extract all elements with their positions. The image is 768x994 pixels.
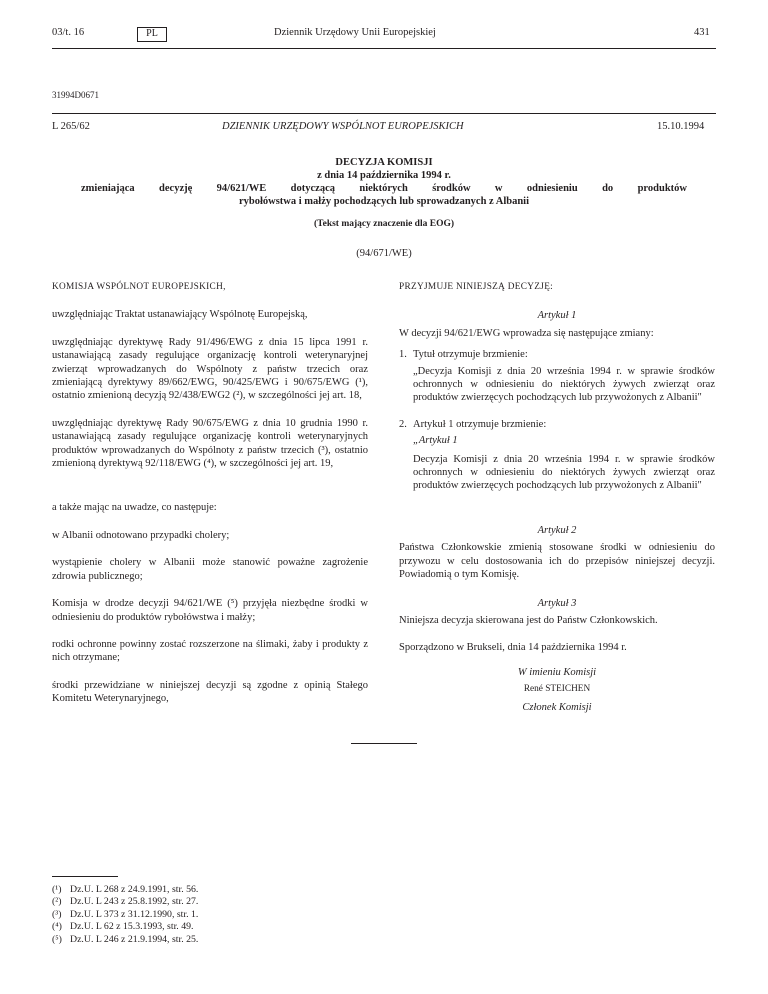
article-3-text: Niniejsza decyzja skierowana jest do Państw Członkowskich. <box>399 614 658 626</box>
issue-number: 03/t. 16 <box>52 27 85 38</box>
amendment-item-2 <box>399 418 715 431</box>
article-2-text: Państwa Członkowskie zmienią stosowane środki w odniesieniu do przywozu w celu dostosowania ich do przepisów niniejszej decyzji. Powiadomią o tym Komisję. <box>399 542 715 581</box>
recital-decision-94-621: Komisja w drodze decyzji 94/621/WE (⁵) przyjęła niezbędne środki w odniesieniu do produktów rybołówstwa i małży; <box>52 598 368 623</box>
article-1-heading: Artykuł 1 <box>537 310 577 322</box>
footnote-3: (³) Dz.U. L 373 z 31.12.1990, str. 1. <box>52 908 199 920</box>
signatory-name: René STEICHEN <box>523 684 591 695</box>
article-3-heading: Artykuł 3 <box>537 597 577 609</box>
footnote-4: (⁴) Dz.U. L 62 z 15.3.1993, str. 49. <box>52 921 194 933</box>
eea-relevance: (Tekst mający znaczenie dla EOG) <box>313 219 455 229</box>
commission-heading: KOMISJA WSPÓLNOT EUROPEJSKICH, <box>52 282 226 292</box>
title-line-1: DECYZJA KOMISJI <box>335 157 433 168</box>
document-title <box>52 156 716 208</box>
oj-date: 15.10.1994 <box>657 121 705 132</box>
decides-heading: PRZYJMUJE NINIEJSZĄ DECYZJĘ: <box>399 282 554 292</box>
footnotes <box>52 884 368 946</box>
article-1-intro: W decyzji 94/621/EWG wprowadza się następujące zmiany: <box>399 327 654 339</box>
recital-directive-90-675: uwzględniając dyrektywę Rady 90/675/EWG z dnia 10 grudnia 1990 r. ustanawiającą zasady regulujące organizację kontroli weterynaryjnych produktów wprowadzanych do Wspólnoty z państw trzecich (³), ostatnio zmienioną dyrektywą 92/118/EWG (⁴), w szczególności jej art. 19, <box>52 417 368 470</box>
item-1-label: 1. <box>399 349 407 361</box>
recital-extension: rodki ochronne powinny zostać rozszerzone na ślimaki, żaby i produkty z nich otrzymane; <box>52 638 368 664</box>
oj-reference: L 265/62 <box>52 121 90 132</box>
recital-whereas: a także mając na uwadze, co następuje: <box>52 502 217 514</box>
item-2-quote: Decyzja Komisji z dnia 20 września 1994 r. w sprawie środków ochronnych w odniesieniu do niektórych żywych zwierząt oraz produktów zwierzęcych pochodzących lub przywożonych z Albanii" <box>413 453 715 492</box>
oj-journal-title: DZIENNIK URZĘDOWY WSPÓLNOT EUROPEJSKICH <box>222 121 464 132</box>
footnote-1: (¹) Dz.U. L 268 z 24.9.1991, str. 56. <box>52 884 199 895</box>
amendment-item-1 <box>399 348 715 361</box>
signature-on-behalf: W imieniu Komisji <box>517 666 597 678</box>
title-line-4: rybołówstwa i małży pochodzących lub sprowadzanych z Albanii <box>238 196 530 207</box>
recital-committee-opinion: środki przewidziane w niniejszej decyzji są zgodne z opinią Stałego Komitetu Weterynaryjnego, <box>52 679 368 705</box>
item-2-text: Artykuł 1 otrzymuje brzmienie: <box>413 418 547 430</box>
article-2-heading: Artykuł 2 <box>537 524 577 536</box>
journal-title: Dziennik Urzędowy Unii Europejskiej <box>274 27 436 38</box>
item-1-text: Tytuł otrzymuje brzmienie: <box>413 349 528 361</box>
recital-treaty: uwzględniając Traktat ustanawiający Wspólnotę Europejską, <box>52 309 308 321</box>
item-2-label: 2. <box>399 418 407 430</box>
end-rule <box>351 743 417 744</box>
signatory-role: Członek Komisji <box>522 701 592 713</box>
recital-directive-91-496: uwzględniając dyrektywę Rady 91/496/EWG z dnia 15 lipca 1991 r. ustanawiającą zasady regulujące organizację kontroli weterynaryjnej zwierząt wprowadzanych do Wspólnoty z państw trzecich oraz zmieniającą dyrektywy 89/662/EWG, 90/425/EWG i 90/675/EWG (¹), ostatnio zmienioną decyzją 92/438/EWG2 (²), w szczególności jej art. 18, <box>52 336 368 402</box>
recital-cholera-threat: wystąpienie cholery w Albanii może stanowić poważne zagrożenie zdrowia publicznego; <box>52 557 368 582</box>
title-line-3: zmieniająca decyzję 94/621/WE dotyczącą niektórych środków w odniesieniu do produktów <box>81 183 687 194</box>
subheader-rule-top <box>52 113 716 114</box>
footnote-5: (⁵) Dz.U. L 246 z 21.9.1994, str. 25. <box>52 933 199 945</box>
recital-cholera-cases: w Albanii odnotowano przypadki cholery; <box>52 529 230 541</box>
title-line-2: z dnia 14 października 1994 r. <box>317 170 451 181</box>
right-column <box>399 281 715 714</box>
language-badge: PL <box>137 27 167 42</box>
item-2-quote-heading: „Artykuł 1 <box>413 435 458 447</box>
page-number: 431 <box>694 27 710 38</box>
header-rule <box>52 48 716 49</box>
footnote-rule <box>52 876 118 877</box>
decision-number: (94/671/WE) <box>356 248 412 259</box>
done-at-brussels: Sporządzono w Brukseli, dnia 14 października 1994 r. <box>399 642 627 654</box>
left-column <box>52 281 368 706</box>
celex-number: 31994D0671 <box>52 90 99 100</box>
footnote-2: (²) Dz.U. L 243 z 25.8.1992, str. 27. <box>52 896 199 908</box>
item-1-quote: „Decyzja Komisji z dnia 20 września 1994 r. w sprawie środków ochronnych w odniesieniu do niektórych żywych zwierząt oraz produktów zwierzęcych pochodzących lub przywożonych z Albanii" <box>413 365 715 404</box>
